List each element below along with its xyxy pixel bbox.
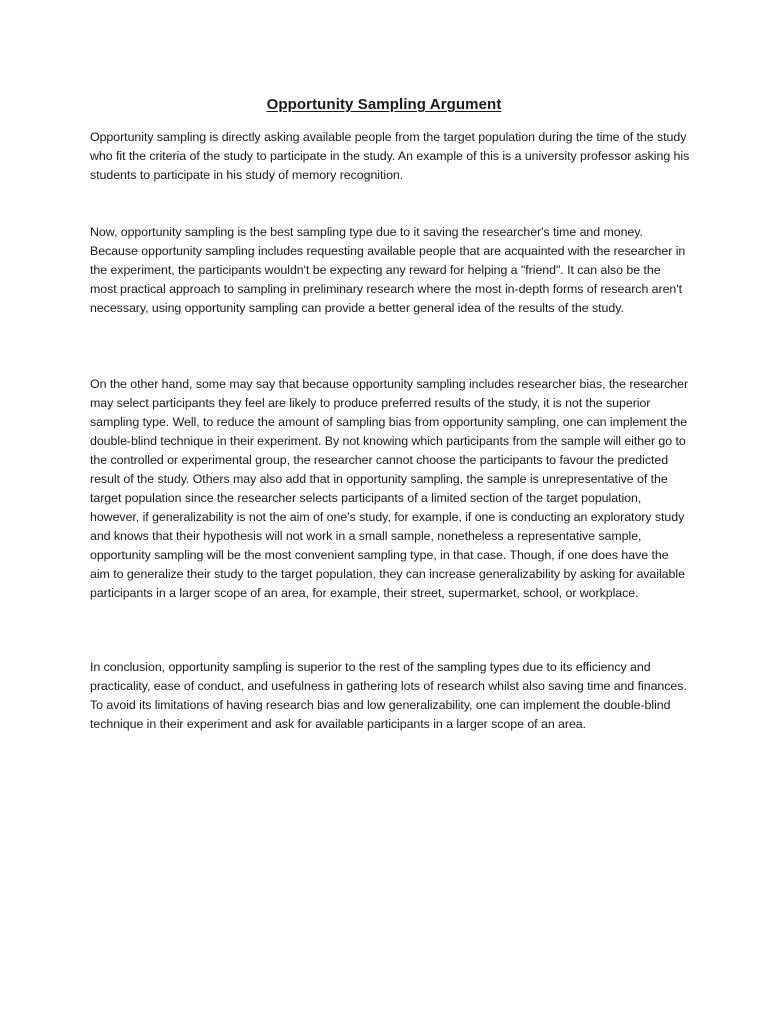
paragraph-definition: Opportunity sampling is directly asking available people from the target population during the time of the study who fit the criteria of the study to participate in the study. An example of this is a university professor asking his students to participate in his study of memory recognition. [90, 130, 690, 182]
paragraph-conclusion: In conclusion, opportunity sampling is superior to the rest of the sampling types due to its efficiency and practicality, ease of conduct, and usefulness in gathering lots of research whilst also saving time and finances. To avoid its limitations of having research bias and low generalizability, one can implement the double-blind technique in their experiment and ask for available participants in a larger scope of an area. [90, 660, 687, 731]
paragraph-argument: Now, opportunity sampling is the best sampling type due to it saving the researcher's time and money. Because opportunity sampling includes requesting available people that are acquainted with the researcher in the experiment, the participants wouldn't be expecting any reward for helping a "friend". It can also be the most practical approach to sampling in preliminary research where the most in-depth forms of research aren't necessary, using opportunity sampling can provide a better general idea of the results of the study. [90, 225, 686, 315]
paragraph-counterargument: On the other hand, some may say that because opportunity sampling includes researcher bias, the researcher may select participants they feel are likely to produce preferred results of the study, it is not the superior sampling type. Well, to reduce the amount of sampling bias from opportunity sampling, one can implement the double-blind technique in their experiment. By not knowing which participants from the sample will either go to the controlled or experimental group, the researcher cannot choose the participants to favour the predicted result of the study. Others may also add that in opportunity sampling, the sample is unrepresentative of the target population since the researcher selects participants of a limited section of the target population, however, if generalizability is not the aim of one's study, for example, if one is conducting an exploratory study and knows that their hypothesis will not work in a small sample, nonetheless a representative sample, opportunity sampling will be the most convenient sampling type, in that case. Though, if one does have the aim to generalize their study to the target population, they can increase generalizability by asking for available participants in a larger scope of an area, for example, their street, supermarket, school, or workplace. [90, 377, 689, 600]
document-title: Opportunity Sampling Argument [266, 96, 502, 113]
